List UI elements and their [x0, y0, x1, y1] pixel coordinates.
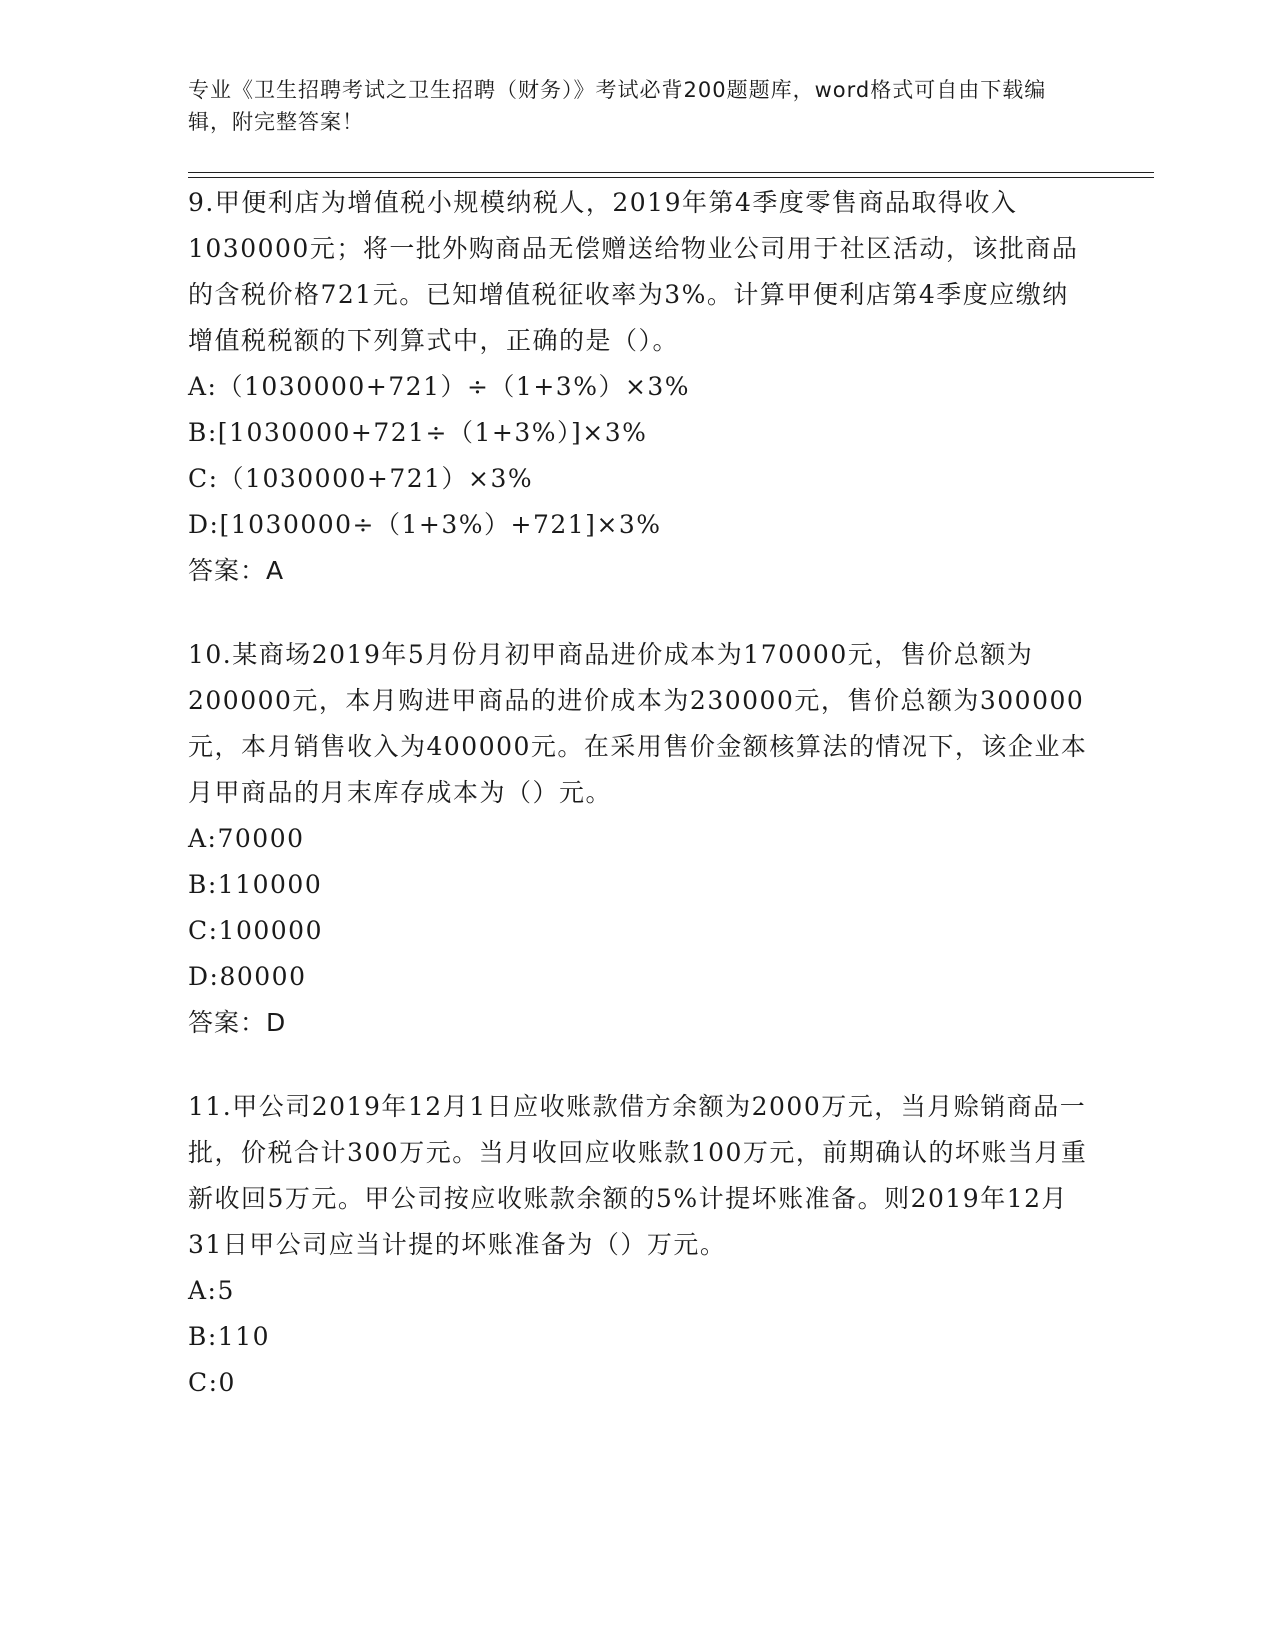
- question-11: [188, 1084, 1088, 1406]
- option-b: B:110: [188, 1322, 271, 1351]
- option-c: C:（1030000+721）×3%: [188, 464, 534, 493]
- option-b: B:[1030000+721÷（1+3%）]×3%: [188, 418, 648, 447]
- option-d: D:[1030000÷（1+3%）+721]×3%: [188, 510, 662, 539]
- option-c: C:0: [188, 1368, 236, 1397]
- option-a: A:70000: [188, 824, 305, 853]
- header-text: 专业《卫生招聘考试之卫生招聘（财务）》考试必背200题题库，word格式可自由下载编辑，附完整答案！: [188, 78, 1047, 134]
- header-rule-bottom: [188, 177, 1154, 178]
- document-header: [188, 74, 1068, 138]
- question-stem: 9.甲便利店为增值税小规模纳税人，2019年第4季度零售商品取得收入1030000元；将一批外购商品无偿赠送给物业公司用于社区活动，该批商品的含税价格721元。已知增值税征收率为3%。计算甲便利店第4季度应缴纳增值税税额的下列算式中，正确的是（）。: [188, 188, 1079, 355]
- option-d: D:80000: [188, 962, 307, 991]
- question-stem: 11.甲公司2019年12月1日应收账款借方余额为2000万元，当月赊销商品一批，价税合计300万元。当月收回应收账款100万元，前期确认的坏账当月重新收回5万元。甲公司按应收账款余额的5%计提坏账准备。则2019年12月31日甲公司应当计提的坏账准备为（）万元。: [188, 1092, 1088, 1259]
- question-9: [188, 180, 1088, 594]
- header-rule-top: [188, 172, 1154, 173]
- answer-label: 答案：D: [188, 1008, 287, 1037]
- option-a: A:（1030000+721）÷（1+3%）×3%: [188, 372, 691, 401]
- option-a: A:5: [188, 1276, 235, 1305]
- option-b: B:110000: [188, 870, 323, 899]
- option-c: C:100000: [188, 916, 323, 945]
- question-10: [188, 632, 1088, 1046]
- question-stem: 10.某商场2019年5月份月初甲商品进价成本为170000元，售价总额为200000元，本月购进甲商品的进价成本为230000元，售价总额为300000元，本月销售收入为400000元。在采用售价金额核算法的情况下，该企业本月甲商品的月末库存成本为（）元。: [188, 640, 1088, 807]
- answer-label: 答案：A: [188, 556, 285, 585]
